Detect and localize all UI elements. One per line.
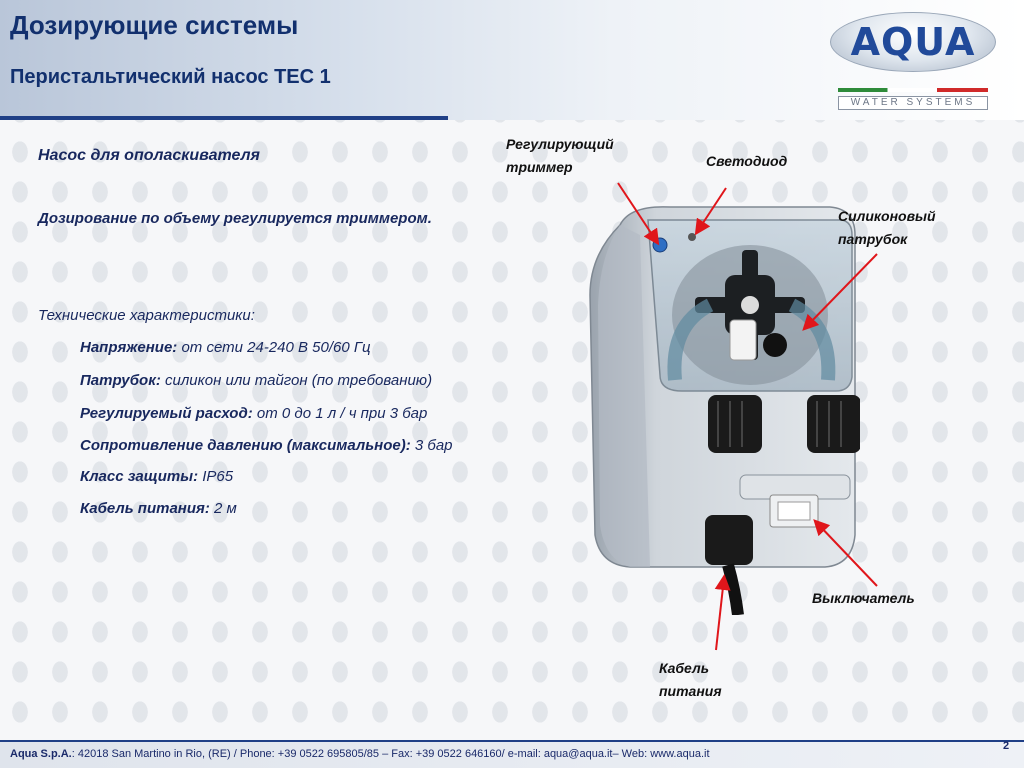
logo-tagline: WATER SYSTEMS <box>838 96 988 110</box>
footer-details: : 42018 San Martino in Rio, (RE) / Phone: +39 0522 695805/85 – Fax: +39 0522 646160/ e-mail: aqua@aqua.it– Web: www.aqua.it <box>71 748 710 760</box>
spec-value: 3 бар <box>410 437 453 454</box>
spec-label: Сопротивление давлению (максимальное): <box>80 437 411 454</box>
spec-value: 2 м <box>209 500 237 517</box>
arrow-switch <box>816 522 877 586</box>
callout-line: триммер <box>506 159 573 175</box>
specs-title: Технические характеристики: <box>38 307 255 324</box>
page-number: 2 <box>1003 740 1010 752</box>
callout-line: Регулирующий <box>506 136 614 152</box>
logo-text: AQUA <box>850 20 976 64</box>
arrow-cable <box>716 578 724 650</box>
spec-label: Кабель питания: <box>80 500 210 517</box>
arrow-tube <box>805 254 877 328</box>
spec-label: Напряжение: <box>80 339 178 356</box>
section-title: Насос для ополаскивателя <box>38 147 260 164</box>
callout-led: Светодиод <box>706 153 788 169</box>
footer <box>0 740 1024 768</box>
spec-value: IP65 <box>198 468 234 485</box>
callout-line: питания <box>659 683 722 699</box>
spec-value: силикон или тайгон (по требованию) <box>160 372 433 389</box>
page-subtitle: Перистальтический насос ТЕС 1 <box>10 66 331 88</box>
spec-value: от сети 24-240 В 50/60 Гц <box>177 339 371 356</box>
description-text: Дозирование по объему регулируется триммером. <box>38 210 432 227</box>
callout-line: Кабель <box>659 660 710 676</box>
footer-company: Aqua S.p.A. <box>10 748 72 760</box>
footer-contact <box>10 748 710 760</box>
callout-line: Силиконовый <box>838 208 936 224</box>
callout-trimmer <box>506 133 614 179</box>
arrow-led <box>697 188 726 232</box>
spec-label: Регулируемый расход: <box>80 405 253 422</box>
page-title: Дозирующие системы <box>10 10 299 40</box>
arrow-trimmer <box>618 183 657 242</box>
spec-label: Патрубок: <box>80 372 161 389</box>
callout-tube <box>838 205 936 251</box>
spec-label: Класс защиты: <box>80 468 199 485</box>
spec-value: от 0 до 1 л / ч при 3 бар <box>252 405 428 422</box>
callout-switch: Выключатель <box>812 590 915 606</box>
callout-cable <box>659 657 722 703</box>
callout-line: патрубок <box>838 231 908 247</box>
